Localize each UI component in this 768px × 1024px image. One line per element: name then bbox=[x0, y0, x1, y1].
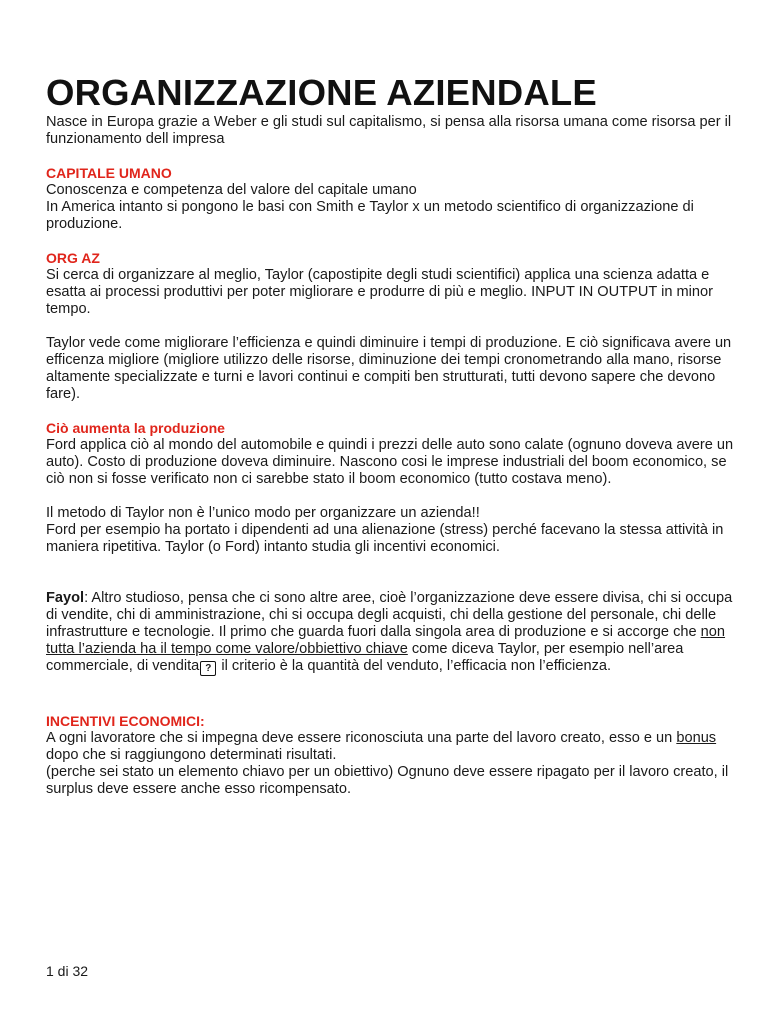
capitale-umano-line1: Conoscenza e competenza del valore del capitale umano bbox=[46, 182, 417, 198]
fayol-name: Fayol bbox=[46, 590, 85, 606]
org-az-paragraph-2: Taylor vede come migliorare l’efficienza e quindi diminuire i tempi di produzione. E ciò significava avere un efficenza migliore (migliore utilizzo delle risorse, diminuzione dei tempi cronometrando alla mano, risorse altamente specializzate e turni e lavori continui e compiti ben strutturati, tutti devono sapere che devono fare). bbox=[46, 335, 732, 402]
heading-produzione: Ciò aumenta la produzione bbox=[46, 420, 225, 436]
missing-glyph-icon: ? bbox=[200, 661, 216, 676]
fayol-text-before: : Altro studioso, pensa che ci sono altre aree, cioè l’organizzazione deve essere divisa, chi si occupa di vendite, chi di amministrazione, chi si occupa degli acquisti, chi della gestione del personale, chi delle infrastrutture e tecnologie. Il primo che guarda fuori dalla singola area di produzione e si accorge che bbox=[46, 590, 733, 640]
produzione-paragraph-1: Ford applica ciò al mondo del automobile e quindi i prezzi delle auto sono calate (ognuno doveva avere un auto). Costo di produzione doveva diminuire. Nascono cosi le imprese industriali del boom economico, se ciò non si fosse verificato non ci sarebbe stato il boom economico (tutto costava meno). bbox=[46, 437, 734, 487]
heading-capitale-umano: CAPITALE UMANO bbox=[46, 165, 172, 181]
document-title: ORGANIZZAZIONE AZIENDALE bbox=[46, 72, 597, 113]
document-page bbox=[46, 72, 736, 798]
produzione-paragraph-2-line1: Il metodo di Taylor non è l’unico modo per organizzare un azienda!! bbox=[46, 505, 480, 521]
fayol-text-middle: come diceva Taylor, per esempio nell’area commerciale, di vendita bbox=[46, 641, 684, 674]
incentivi-text-after: dopo che si raggiungono determinati risultati. bbox=[46, 747, 337, 763]
fayol-text-after: il criterio è la quantità del venduto, l’efficacia non l’efficienza. bbox=[217, 658, 612, 674]
produzione-paragraph-2-line2: Ford per esempio ha portato i dipendenti ad una alienazione (stress) perché facevano la stessa attività in maniera ripetitiva. Taylor (o Ford) intanto studia gli incentivi economici. bbox=[46, 522, 724, 555]
intro-paragraph: Nasce in Europa grazie a Weber e gli studi sul capitalismo, si pensa alla risorsa umana come risorsa per il funzionamento dell impresa bbox=[46, 114, 732, 147]
incentivi-paragraph-1 bbox=[46, 730, 736, 764]
incentivi-paragraph-2: (perche sei stato un elemento chiavo per un obiettivo) Ognuno deve essere ripagato per il lavoro creato, il surplus deve essere anche esso ricompensato. bbox=[46, 764, 729, 797]
heading-incentivi-economici: INCENTIVI ECONOMICI: bbox=[46, 713, 205, 729]
capitale-umano-line2: In America intanto si pongono le basi con Smith e Taylor x un metodo scientifico di organizzazione di produzione. bbox=[46, 199, 694, 232]
fayol-paragraph bbox=[46, 590, 736, 676]
org-az-paragraph-1: Si cerca di organizzare al meglio, Taylor (capostipite degli studi scientifici) applica una scienza adatta e esatta ai processi produttivi per poter migliorare e produrre di più e meglio. INPUT IN OUTPUT in minor tempo. bbox=[46, 267, 713, 317]
incentivi-bonus-underlined: bonus bbox=[676, 730, 717, 746]
incentivi-text-before: A ogni lavoratore che si impegna deve essere riconosciuta una parte del lavoro creato, esso e un bbox=[46, 730, 677, 746]
heading-org-az: ORG AZ bbox=[46, 250, 100, 266]
fayol-underlined-text: non tutta l’azienda ha il tempo come valore/obbiettivo chiave bbox=[46, 624, 726, 657]
page-number: 1 di 32 bbox=[46, 963, 89, 979]
